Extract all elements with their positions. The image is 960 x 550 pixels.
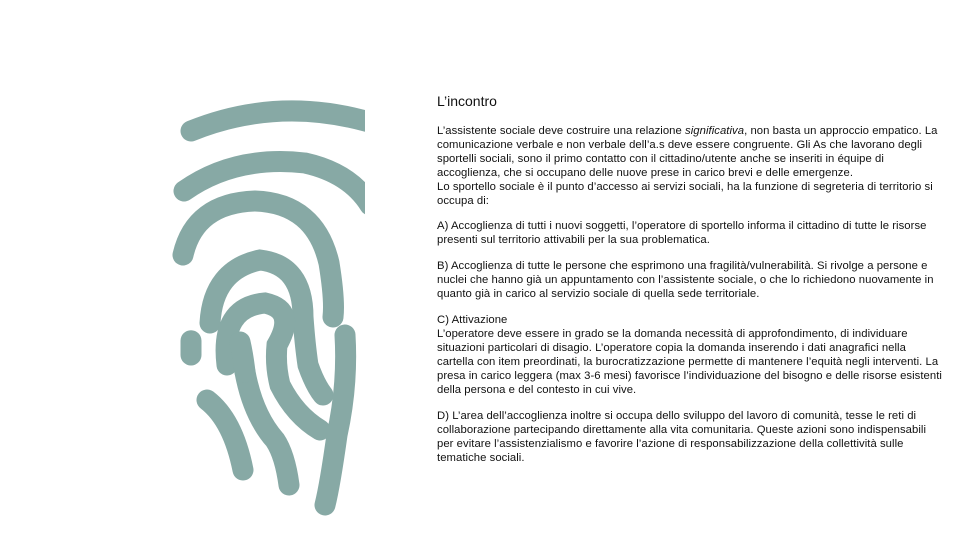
- intro-paragraph: [437, 124, 942, 208]
- item-b-text: B) Accoglienza di tutte le persone che esprimono una fragilità/vulnerabilità. Si rivolge a persone e nuclei che hanno già un appuntamento con l’assistente sociale, o che lo richiedono nuovamente in quanto già in carico al servizio sociale di quella sede territoriale.: [437, 260, 934, 300]
- slide-content: [437, 92, 942, 477]
- item-d: [437, 409, 942, 465]
- item-a-text: A) Accoglienza di tutti i nuovi soggetti, l’operatore di sportello informa il cittadino di tutte le risorse presenti sul territorio attivabili per la sua problematica.: [437, 220, 927, 246]
- intro-text-after: , non basta un approccio empatico. La comunicazione verbale e non verbale dell’a.s deve essere congruente. Gli As che lavorano degli sportelli sociali, sono il primo contatto con il cittadino/utente anche se inseriti in équipe di accoglienza, che si occupano delle nuove prese in carico brevi e delle emergenze.: [437, 125, 938, 179]
- slide-title: L’incontro: [437, 93, 497, 109]
- item-a: [437, 219, 942, 247]
- item-c: [437, 313, 942, 397]
- item-d-text: D) L’area dell’accoglienza inoltre si occupa dello sviluppo del lavoro di comunità, tesse le reti di collaborazione partecipando direttamente alla vita comunitaria. Queste azioni sono indispensabili per evitare l’assistenzialismo e favorire l’azione di responsabilizzazione della collettività sulle tematiche sociali.: [437, 410, 927, 464]
- fingerprint-icon: [165, 85, 365, 545]
- intro-text-before: L’assistente sociale deve costruire una relazione: [437, 125, 686, 137]
- intro-emphasis: significativa: [685, 125, 745, 137]
- item-c-heading: C) Attivazione: [437, 314, 508, 326]
- intro-line-1: [437, 125, 938, 179]
- item-c-text: L’operatore deve essere in grado se la domanda necessità di approfondimento, di individuare situazioni particolari di disagio. L’operatore copia la domanda inserendo i dati anagrafici nella cartella con item preordinati, la burocratizzazione permette di mantenere l’equità negli interventi. La presa in carico leggera (max 3-6 mesi) favorisce l’individuazione del bisogno e delle risorse esistenti della persona e del contesto in cui vive.: [437, 328, 942, 396]
- item-b: [437, 259, 942, 301]
- intro-line-2: Lo sportello sociale è il punto d’accesso ai servizi sociali, ha la funzione di segreteria di territorio si occupa di:: [437, 181, 933, 207]
